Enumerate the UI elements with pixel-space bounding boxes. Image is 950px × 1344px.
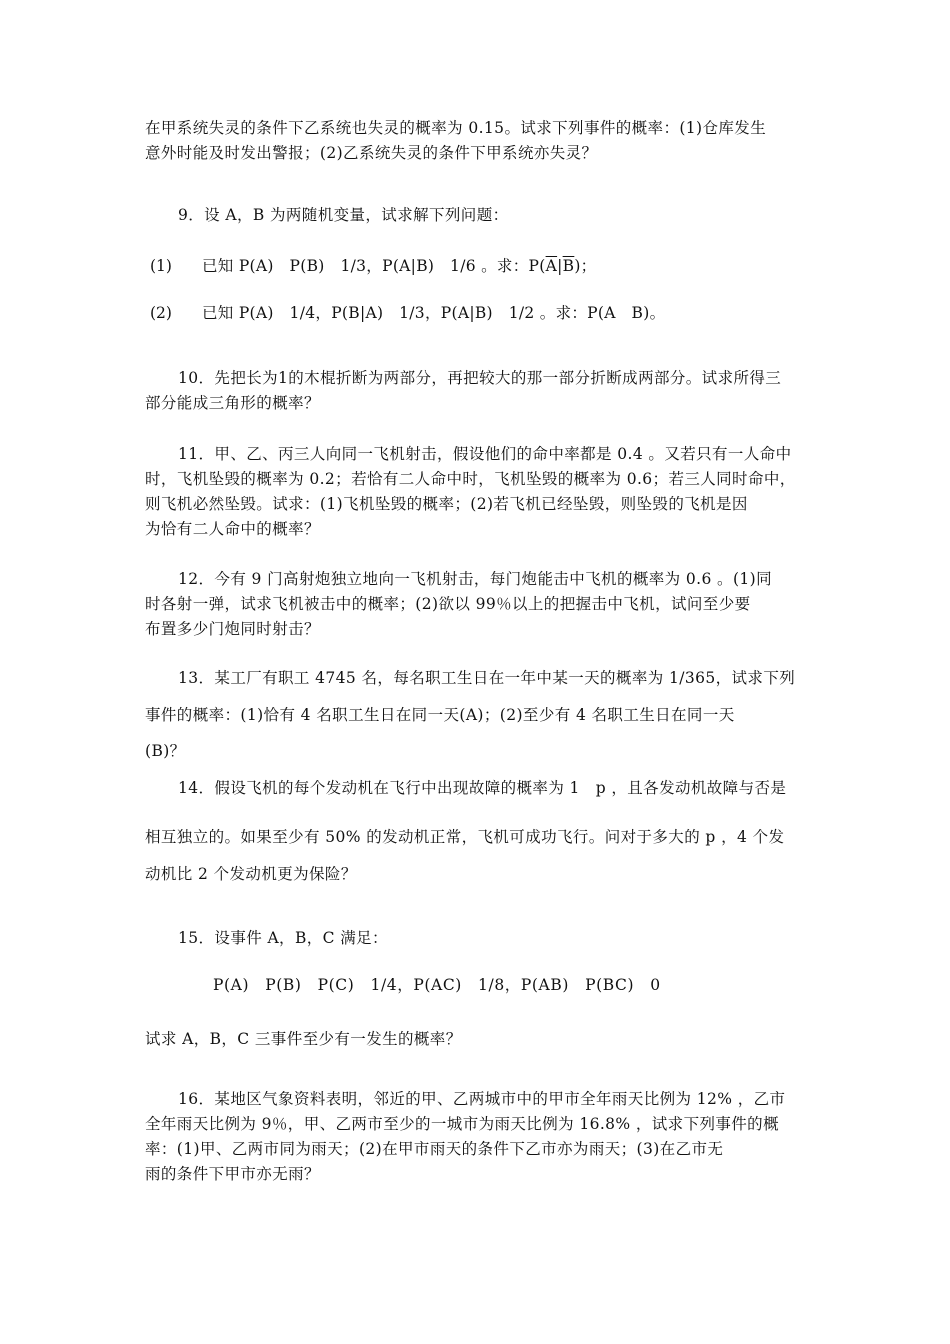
text-line: 事件的概率：(1)恰有 4 名职工生日在同一天(A)；(2)至少有 4 名职工生日在同一天 <box>145 706 735 724</box>
sub-label-1: (1) <box>150 257 172 275</box>
complement-b: $\overline{B}$ <box>562 257 575 275</box>
text-line: 时，飞机坠毁的概率为 0.2；若恰有二人命中时，飞机坠毁的概率为 0.6；若三人同时命中， <box>145 470 796 488</box>
sub-label-2: (2) <box>150 304 172 322</box>
text-line: 为恰有二人命中的概率？ <box>145 520 320 538</box>
problem-14: 14．假设飞机的每个发动机在飞行中出现故障的概率为 1 p ，且各发动机故障与否是 <box>178 779 787 797</box>
formula-part: 已知 P(A) P(B) 1/3，P(A|B) 1/6 。求：P( <box>202 257 546 275</box>
complement-a: $\overline{A}$ <box>545 257 558 275</box>
sub-formula-1 <box>202 256 596 276</box>
text-line: 全年雨天比例为 9％，甲、乙两市至少的一城市为雨天比例为 16.8% ，试求下列事件的概 <box>145 1115 779 1133</box>
problem-11: 11．甲、乙、丙三人向同一飞机射击，假设他们的命中率都是 0.4 。又若只有一人命中 <box>178 445 792 463</box>
problem-12: 12．今有 9 门高射炮独立地向一飞机射击，每门炮能击中飞机的概率为 0.6 。(1)同 <box>178 570 773 588</box>
equation-15: P(A) P(B) P(C) 1/4，P(AC) 1/8，P(AB) P(BC) 0 <box>213 976 661 994</box>
text-line: 在甲系统失灵的条件下乙系统也失灵的概率为 0.15。试求下列事件的概率：(1)仓库发生 <box>145 119 767 137</box>
text-line: 雨的条件下甲市亦无雨？ <box>145 1165 320 1183</box>
formula-part: )； <box>574 257 597 275</box>
text-line: 试求 A，B，C 三事件至少有一发生的概率？ <box>145 1030 462 1048</box>
text-line: 动机比 2 个发动机更为保险？ <box>145 865 357 883</box>
problem-9-title: 9．设 A，B 为两随机变量，试求解下列问题： <box>178 206 509 224</box>
problem-13: 13．某工厂有职工 4745 名，每名职工生日在一年中某一天的概率为 1/365，试求下列 <box>178 669 796 687</box>
text-line: 则飞机必然坠毁。试求：(1)飞机坠毁的概率；(2)若飞机已经坠毁，则坠毁的飞机是因 <box>145 495 748 513</box>
text-line: (B)？ <box>145 742 186 760</box>
text-line: 部分能成三角形的概率？ <box>145 394 320 412</box>
problem-10: 10．先把长为1的木棍折断为两部分，再把较大的那一部分折断成两部分。试求所得三 <box>178 369 782 387</box>
text-line: 率：(1)甲、乙两市同为雨天；(2)在甲市雨天的条件下乙市亦为雨天；(3)在乙市无 <box>145 1140 724 1158</box>
text-line: 相互独立的。如果至少有 50% 的发动机正常，飞机可成功飞行。问对于多大的 p ，4 个发 <box>145 828 785 846</box>
formula-part: | <box>557 257 563 275</box>
problem-15: 15．设事件 A，B，C 满足： <box>178 929 388 947</box>
text-line: 时各射一弹，试求飞机被击中的概率；(2)欲以 99％以上的把握击中飞机，试问至少要 <box>145 595 751 613</box>
text-line: 布置多少门炮同时射击？ <box>145 620 320 638</box>
text-line: 意外时能及时发出警报；(2)乙系统失灵的条件下甲系统亦失灵？ <box>145 144 598 162</box>
sub-formula-2: 已知 P(A) 1/4，P(B|A) 1/3，P(A|B) 1/2 。求：P(A B)。 <box>202 304 666 322</box>
problem-16: 16．某地区气象资料表明，邻近的甲、乙两城市中的甲市全年雨天比例为 12% ，乙市 <box>178 1090 786 1108</box>
